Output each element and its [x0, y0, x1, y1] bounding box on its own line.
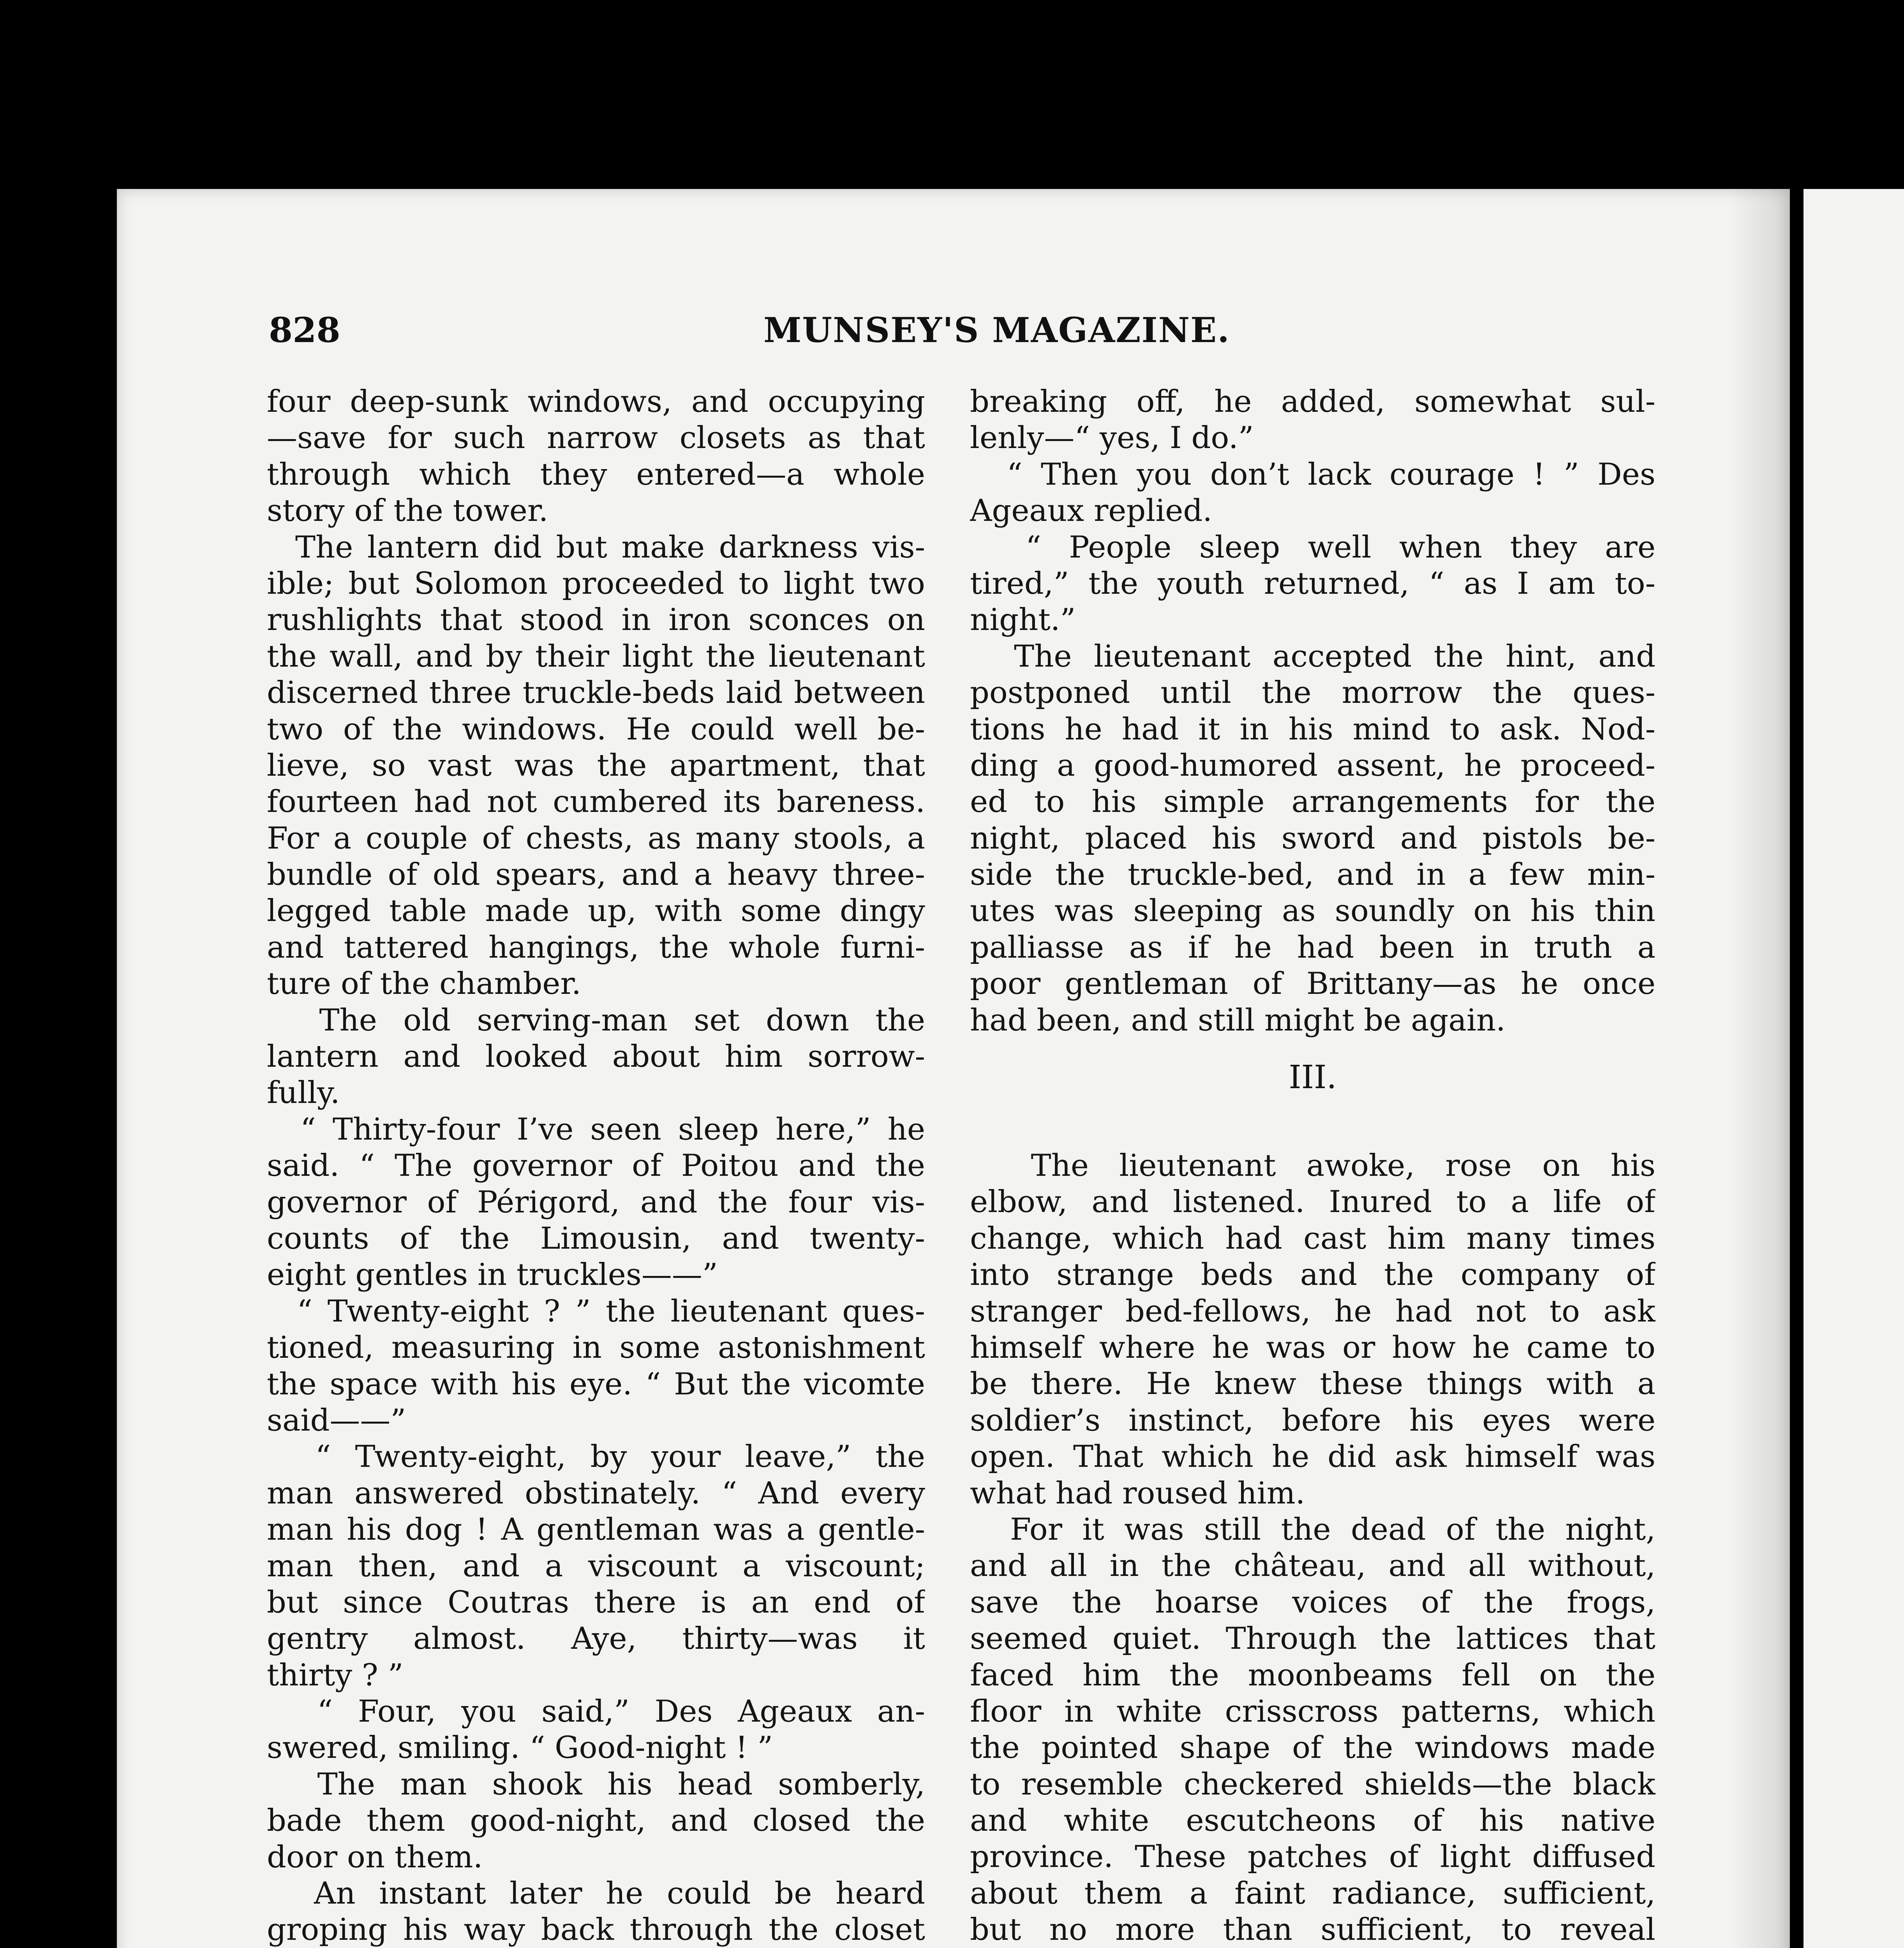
- text-line: man then, and a viscount a viscount;: [267, 1548, 925, 1584]
- text-line: but no more than sufficient, to reveal: [970, 1912, 1655, 1948]
- text-line: “ Then you don’t lack courage ! ” Des: [970, 457, 1655, 492]
- text-line: eight gentles in truckles——”: [267, 1257, 718, 1293]
- text-line: “ Thirty-four I’ve seen sleep here,” he: [267, 1112, 925, 1147]
- page-number: 828: [269, 310, 340, 350]
- text-line: rushlights that stood in iron sconces on: [267, 602, 925, 638]
- text-line: floor in white crisscross patterns, which: [970, 1694, 1655, 1729]
- text-line: the space with his eye. “ But the vicomte: [267, 1366, 925, 1402]
- text-line: “ Twenty-eight ? ” the lieutenant ques-: [267, 1293, 925, 1329]
- text-line: utes was sleeping as soundly on his thin: [970, 893, 1655, 929]
- text-line: counts of the Limousin, and twenty-: [267, 1221, 925, 1256]
- text-line: “ Twenty-eight, by your leave,” the: [267, 1439, 925, 1475]
- text-line: save the hoarse voices of the frogs,: [970, 1585, 1655, 1620]
- text-line: Ageaux replied.: [970, 493, 1213, 529]
- text-line: stranger bed-fellows, he had not to ask: [970, 1293, 1655, 1329]
- right-text-column: [970, 384, 1655, 1948]
- text-line: ding a good-humored assent, he proceed-: [970, 748, 1655, 783]
- text-line: bade them good-night, and closed the: [267, 1803, 925, 1839]
- text-line: the pointed shape of the windows made: [970, 1730, 1655, 1766]
- text-line: soldier’s instinct, before his eyes were: [970, 1403, 1655, 1438]
- text-line: what had roused him.: [970, 1475, 1305, 1511]
- text-line: bundle of old spears, and a heavy three-: [267, 857, 925, 893]
- text-line: open. That which he did ask himself was: [970, 1439, 1655, 1475]
- text-line: lenly—“ yes, I do.”: [970, 420, 1254, 456]
- text-line: fourteen had not cumbered its bareness.: [267, 784, 925, 820]
- text-line: tired,” the youth returned, “ as I am to-: [970, 566, 1655, 601]
- text-line: said——”: [267, 1403, 406, 1438]
- text-line: swered, smiling. “ Good-night ! ”: [267, 1730, 773, 1766]
- text-line: had been, and still might be again.: [970, 1002, 1506, 1038]
- text-line: —save for such narrow closets as that: [267, 420, 925, 456]
- right-column-top-text: [970, 384, 1655, 1039]
- text-line: discerned three truckle-beds laid between: [267, 675, 925, 711]
- text-line: man answered obstinately. “ And every: [267, 1475, 925, 1511]
- text-line: groping his way back through the closet: [267, 1912, 925, 1948]
- text-line: door on them.: [267, 1839, 483, 1875]
- text-line: The man shook his head somberly,: [267, 1766, 925, 1802]
- text-line: and tattered hangings, the whole furni-: [267, 930, 925, 965]
- text-line: palliasse as if he had been in truth a: [970, 930, 1655, 965]
- text-line: An instant later he could be heard: [267, 1876, 925, 1911]
- text-line: province. These patches of light diffused: [970, 1839, 1655, 1875]
- text-line: fully.: [267, 1075, 340, 1111]
- text-line: The lieutenant accepted the hint, and: [970, 639, 1655, 674]
- text-line: but since Coutras there is an end of: [267, 1585, 925, 1620]
- text-line: and white escutcheons of his native: [970, 1803, 1655, 1839]
- text-line: the wall, and by their light the lieutenant: [267, 639, 925, 674]
- right-column-bottom-text: [970, 1148, 1655, 1948]
- text-line: lantern and looked about him sorrow-: [267, 1039, 925, 1075]
- text-line: be there. He knew these things with a: [970, 1366, 1655, 1402]
- magazine-title: MUNSEY'S MAGAZINE.: [763, 310, 1230, 350]
- text-line: seemed quiet. Through the lattices that: [970, 1621, 1655, 1657]
- text-line: four deep-sunk windows, and occupying: [267, 384, 925, 419]
- text-line: side the truckle-bed, and in a few min-: [970, 857, 1655, 893]
- text-line: himself where he was or how he came to: [970, 1330, 1655, 1365]
- text-line: tioned, measuring in some astonishment: [267, 1330, 925, 1366]
- text-line: change, which had cast him many times: [970, 1221, 1655, 1256]
- text-line: “ People sleep well when they are: [970, 529, 1655, 565]
- text-line: and all in the château, and all without,: [970, 1548, 1655, 1584]
- text-line: The lantern did but make darkness vis-: [267, 529, 925, 565]
- text-line: gentry almost. Aye, thirty—was it: [267, 1621, 925, 1657]
- text-line: For it was still the dead of the night,: [970, 1512, 1655, 1547]
- text-line: about them a faint radiance, sufficient,: [970, 1876, 1655, 1911]
- text-line: poor gentleman of Brittany—as he once: [970, 966, 1655, 1002]
- text-line: The old serving-man set down the: [267, 1002, 925, 1038]
- text-line: two of the windows. He could well be-: [267, 711, 925, 747]
- text-line: postponed until the morrow the ques-: [970, 675, 1655, 711]
- text-line: ture of the chamber.: [267, 966, 581, 1002]
- text-line: man his dog ! A gentleman was a gentle-: [267, 1512, 925, 1547]
- text-line: night, placed his sword and pistols be-: [970, 820, 1655, 856]
- text-line: elbow, and listened. Inured to a life of: [970, 1184, 1655, 1220]
- text-line: ed to his simple arrangements for the: [970, 784, 1655, 820]
- text-line: story of the tower.: [267, 493, 548, 529]
- text-line: breaking off, he added, somewhat sul-: [970, 384, 1655, 419]
- text-line: faced him the moonbeams fell on the: [970, 1657, 1655, 1693]
- adjacent-page-edge: [1804, 189, 1904, 1948]
- text-line: tions he had it in his mind to ask. Nod-: [970, 711, 1655, 747]
- text-line: governor of Périgord, and the four vis-: [267, 1184, 925, 1220]
- text-line: ible; but Solomon proceeded to light two: [267, 566, 925, 601]
- left-text-column: [267, 384, 925, 1948]
- text-line: said. “ The governor of Poitou and the: [267, 1148, 925, 1184]
- text-line: The lieutenant awoke, rose on his: [970, 1148, 1655, 1184]
- text-line: to resemble checkered shields—the black: [970, 1766, 1655, 1802]
- text-line: lieve, so vast was the apartment, that: [267, 748, 925, 783]
- text-line: thirty ? ”: [267, 1657, 404, 1693]
- gutter-shadow: [1729, 189, 1790, 1948]
- text-line: through which they entered—a whole: [267, 457, 925, 492]
- text-line: night.”: [970, 602, 1076, 638]
- text-line: “ Four, you said,” Des Ageaux an-: [267, 1694, 925, 1729]
- text-line: legged table made up, with some dingy: [267, 893, 925, 929]
- text-line: For a couple of chests, as many stools, a: [267, 820, 925, 856]
- text-line: into strange beds and the company of: [970, 1257, 1655, 1293]
- section-heading: III.: [1289, 1059, 1337, 1096]
